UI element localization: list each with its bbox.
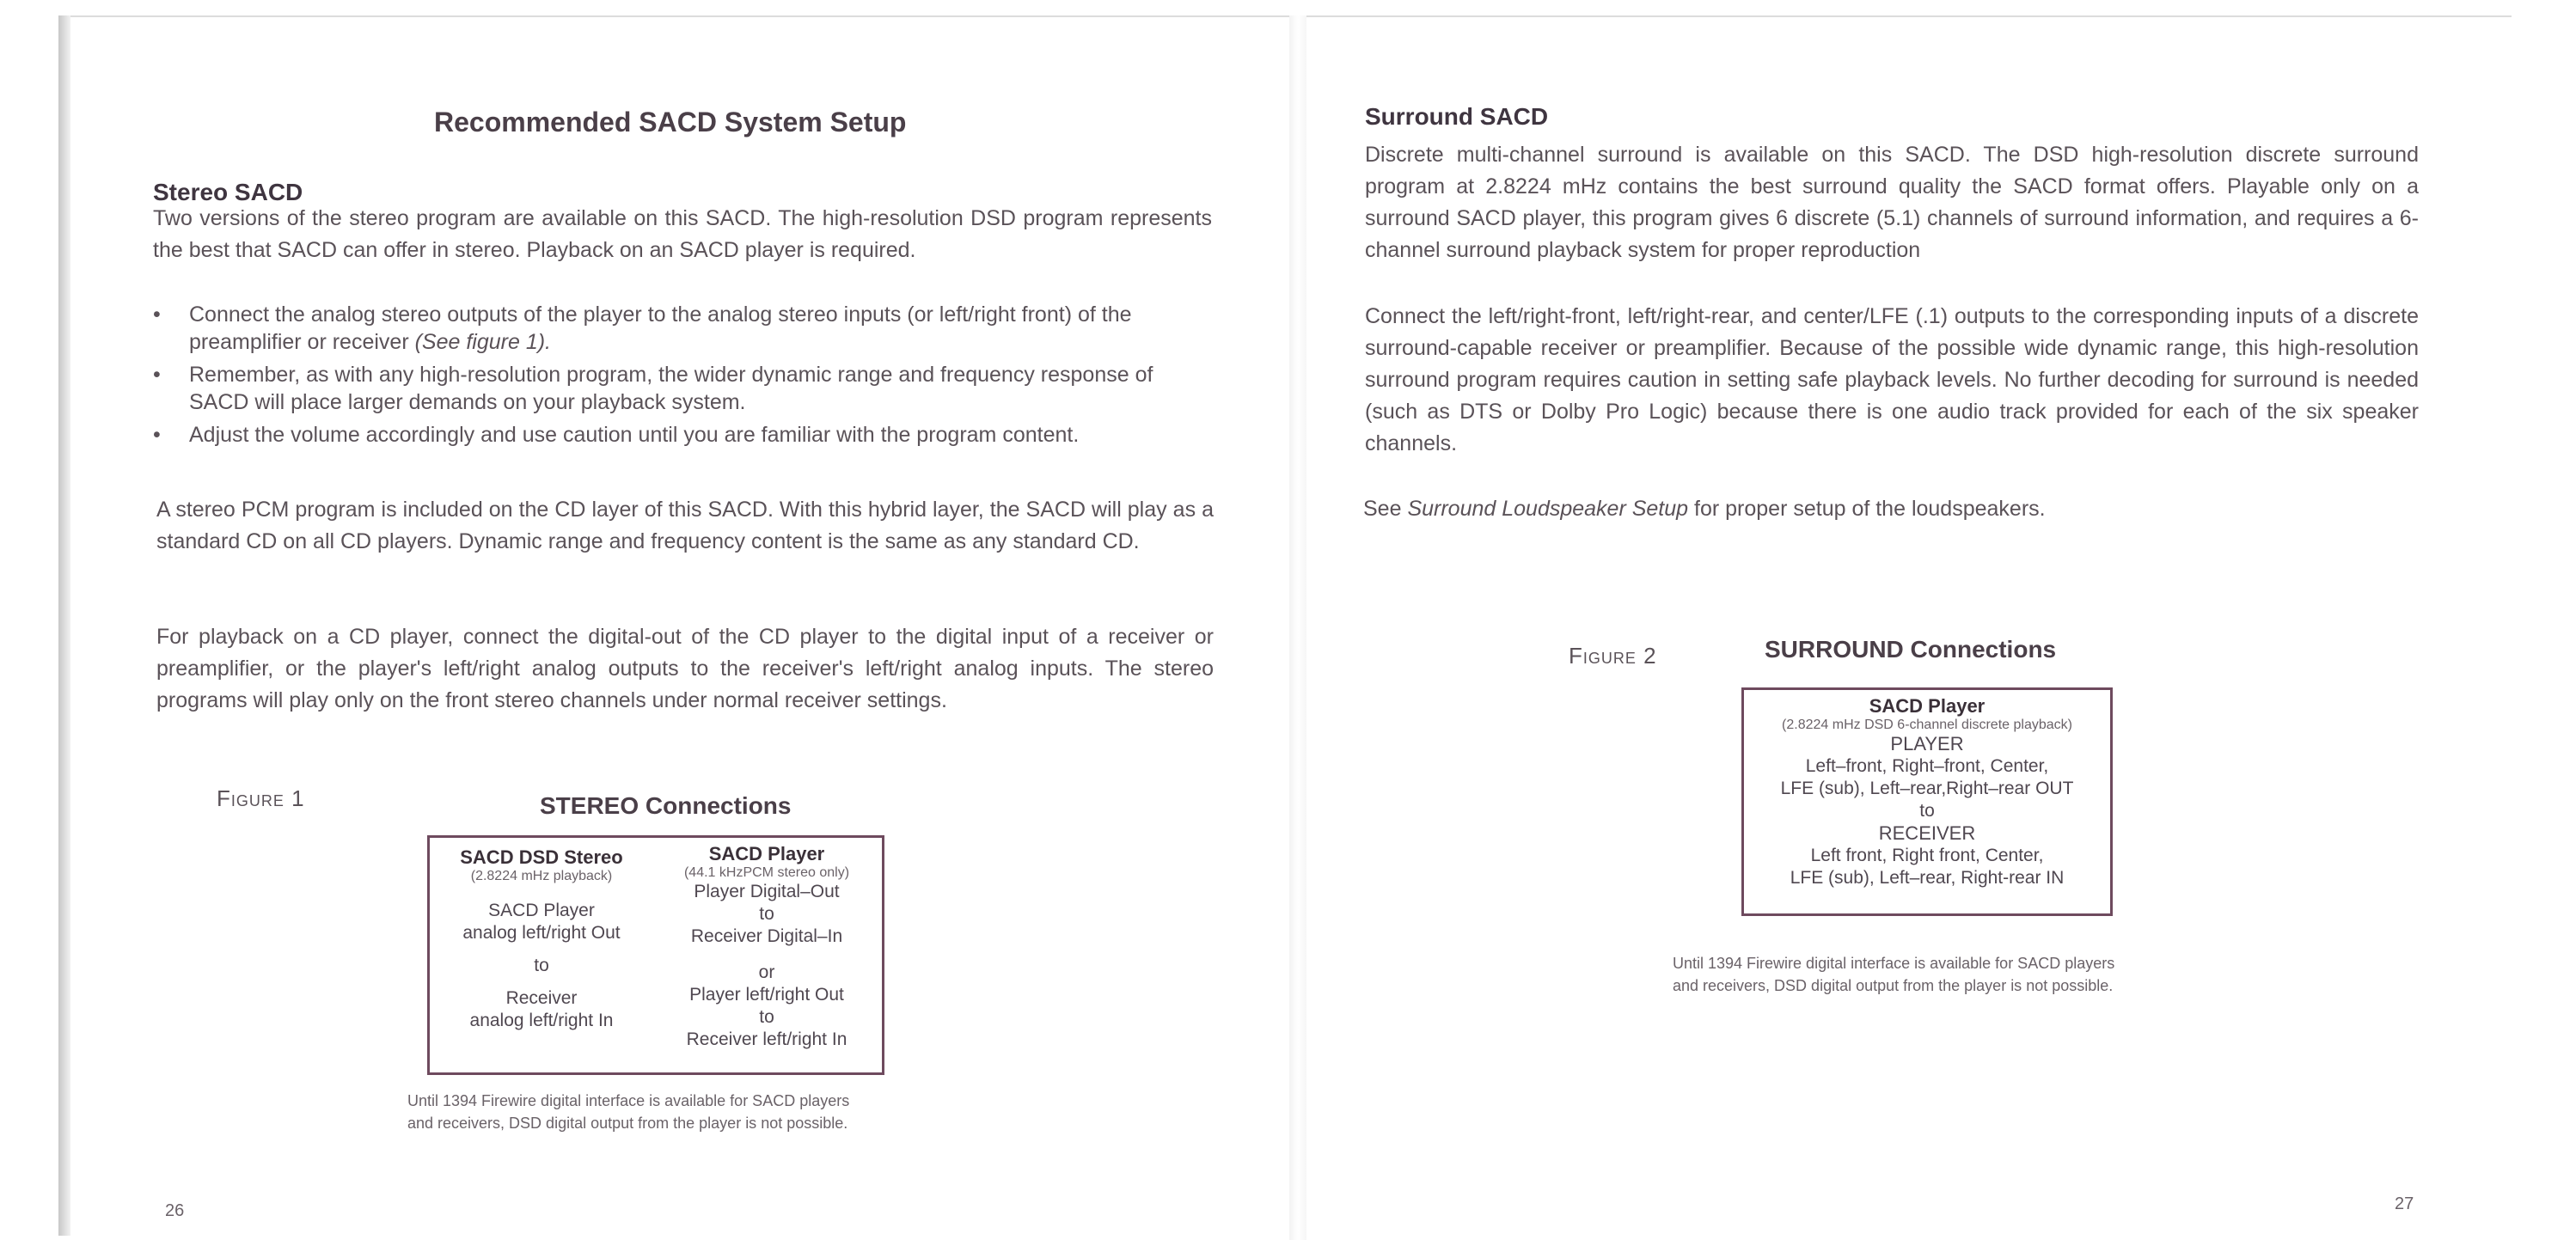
pcm-line-4: or (758, 962, 775, 982)
surround-box-content (1744, 695, 2110, 889)
pcm-player-column (655, 843, 878, 1051)
book-binding-shadow (58, 15, 70, 1236)
surround-line-2: Left–front, Right–front, Center, (1805, 756, 2049, 776)
surround-line-4: to (1919, 801, 1935, 821)
dsd-line-5: analog left/right In (469, 1011, 614, 1030)
pcm-line-5: Player left/right Out (689, 985, 844, 1005)
stereo-connections-box (427, 835, 884, 1075)
surround-line-6: Left front, Right front, Center, (1810, 846, 2044, 865)
dsd-line-1: SACD Player (488, 901, 595, 920)
book-gutter (1289, 15, 1306, 1240)
dsd-stereo-subheading: (2.8224 mHz playback) (470, 869, 613, 883)
surround-line-5: RECEIVER (1878, 822, 1976, 844)
figure-2-note: Until 1394 Firewire digital interface is available for SACD players and receivers, DSD digital output from the player is not possible. (1673, 955, 2115, 994)
dsd-stereo-heading: SACD DSD Stereo (460, 846, 623, 868)
pcm-player-subheading: (44.1 kHzPCM stereo only) (683, 865, 850, 880)
pcm-line-6: to (759, 1007, 774, 1027)
pcm-line-1: Player Digital–Out (694, 882, 840, 901)
bullet-adjust: • Adjust the volume accordingly and use caution until you are familiar with the program content. (153, 421, 1212, 449)
see-setup-paragraph: See Surround Loudspeaker Setup for proper setup of the loudspeakers. (1363, 497, 2046, 521)
stereo-bullet-list (153, 301, 1212, 454)
dsd-line-4: Receiver (505, 988, 578, 1008)
pcm-player-heading: SACD Player (708, 843, 825, 864)
stereo-intro-paragraph: Two versions of the stereo program are available on this SACD. The high-resolution DSD program represents the best that SACD can offer in stereo. Playback on an SACD player is required. (153, 206, 1212, 262)
surround-player-heading: SACD Player (1869, 695, 1986, 717)
surround-player-subheading: (2.8224 mHz DSD 6-channel discrete playback) (1782, 718, 2072, 732)
surround-sacd-heading: Surround SACD (1365, 103, 1549, 130)
figure-1-title: STEREO Connections (540, 792, 792, 819)
page-title: Recommended SACD System Setup (434, 107, 907, 137)
dsd-stereo-column (438, 846, 645, 1032)
pcm-paragraph: A stereo PCM program is included on the CD layer of this SACD. With this hybrid layer, the SACD will play as a standard CD on all CD players. Dynamic range and frequency content is the same as any standard CD. (156, 498, 1214, 553)
surround-line-3: LFE (sub), Left–rear,Right–rear OUT (1780, 779, 2074, 798)
dsd-line-2: analog left/right Out (462, 923, 621, 943)
figure-2-label: Figure 2 (1569, 643, 1657, 669)
surround-connections-box (1741, 687, 2113, 916)
figure-2-title: SURROUND Connections (1765, 636, 2057, 663)
figure-1-label: Figure 1 (217, 785, 305, 811)
dsd-line-3: to (534, 956, 549, 975)
surround-line-1: PLAYER (1890, 733, 1964, 754)
pcm-line-2: to (759, 904, 774, 924)
pcm-line-3: Receiver Digital–In (690, 926, 843, 946)
connect-paragraph: Connect the left/right-front, left/right-rear, and center/LFE (.1) outputs to the corresponding inputs of a discrete surround-capable receiver or preamplifier. Because of the possible wide dynamic range, this high-resolution surround program requires caution in setting safe playback levels. No further decoding for surround is needed (such as DTS or Dolby Pro Logic) because there is one audio track provided for each of the six speaker channels. (1365, 304, 2419, 455)
cd-playback-paragraph: For playback on a CD player, connect the digital-out of the CD player to the digital input of a receiver or preamplifier, or the player's left/right analog outputs to the receiver's left/right analog inputs. The stereo programs will play only on the front stereo channels under normal receiver settings. (156, 625, 1214, 712)
bullet-remember: • Remember, as with any high-resolution program, the wider dynamic range and frequency response of SACD will place larger demands on your playback system. (153, 361, 1212, 416)
page-number-left: 26 (165, 1201, 185, 1220)
surround-line-7: LFE (sub), Left–rear, Right-rear IN (1790, 868, 2065, 888)
figure-1-note: Until 1394 Firewire digital interface is available for SACD players and receivers, DSD digital output from the player is not possible. (407, 1092, 850, 1132)
pcm-line-7: Receiver left/right In (686, 1029, 847, 1049)
surround-paragraph: Discrete multi-channel surround is available on this SACD. The DSD high-resolution discrete surround program at 2.8224 mHz contains the best surround quality the SACD format offers. Playable only on a surround SACD player, this program gives 6 discrete (5.1) channels of surround information, and requires a 6-channel surround playback system for proper reproduction (1365, 143, 2419, 262)
bullet-connect: • Connect the analog stereo outputs of the player to the analog stereo inputs (or left/right front) of the preamplifier or receiver (See figure 1). (153, 301, 1212, 356)
page-number-right: 27 (2395, 1194, 2414, 1213)
stereo-sacd-heading: Stereo SACD (153, 179, 303, 205)
